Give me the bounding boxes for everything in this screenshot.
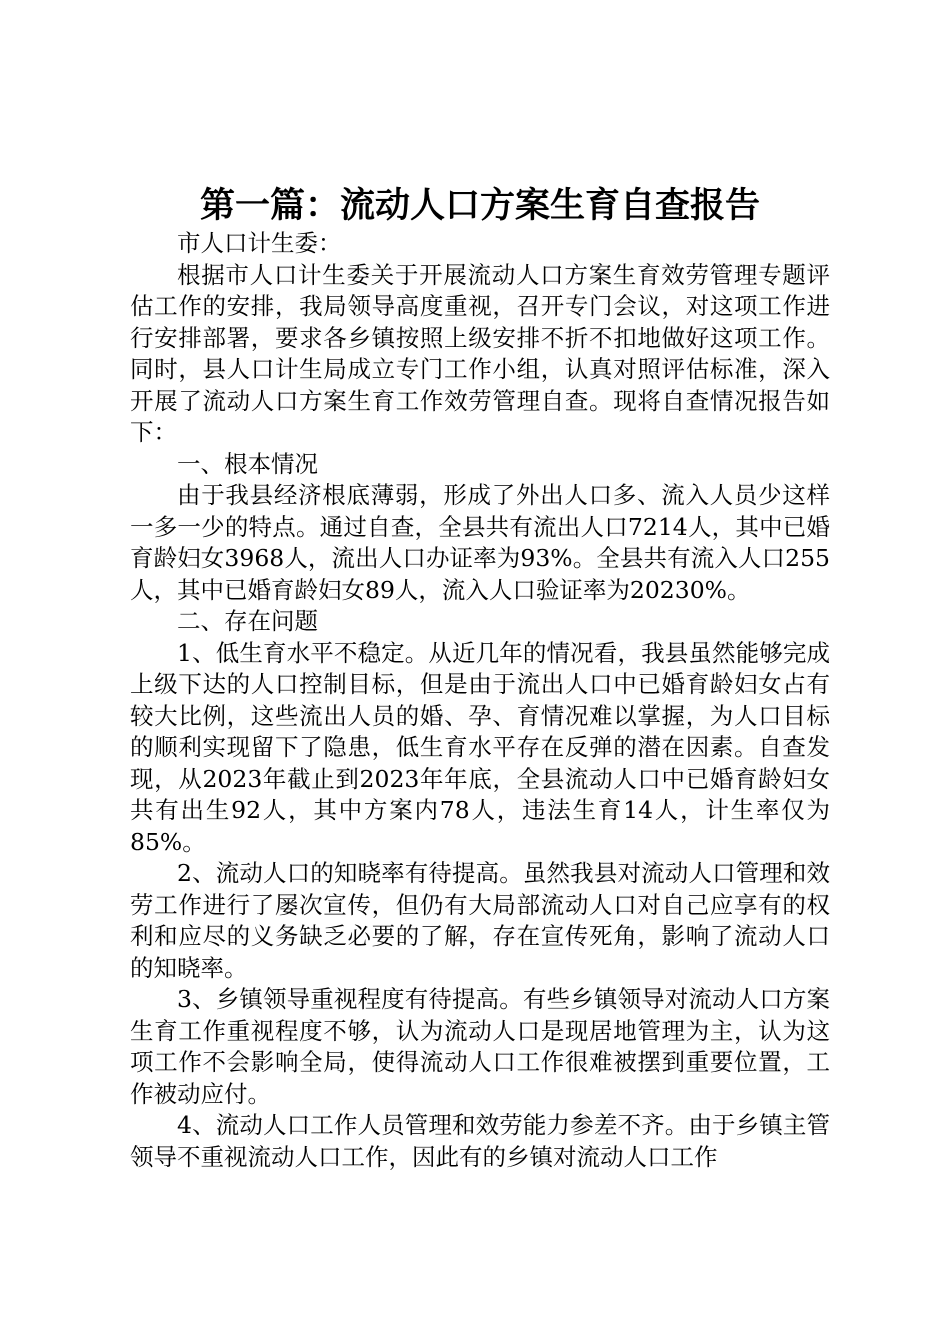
intro-paragraph: 根据市人口计生委关于开展流动人口方案生育效劳管理专题评估工作的安排，我局领导高度重视，召开专门会议，对这项工作进行安排部署，要求各乡镇按照上级安排不折不扣地做好这项工作。同时，县人口计生局成立专门工作小组，认真对照评估标准，深入开展了流动人口方案生育工作效劳管理自查。现将自查情况报告如下： — [130, 260, 830, 446]
section-heading-basic: 一、根本情况 — [177, 449, 318, 478]
problem-4-paragraph: 4、流动人口工作人员管理和效劳能力参差不齐。由于乡镇主管领导不重视流动人口工作，因此有的乡镇对流动人口工作 — [130, 1111, 830, 1171]
problem-3-paragraph: 3、乡镇领导重视程度有待提高。有些乡镇领导对流动人口方案生育工作重视程度不够，认为流动人口是现居地管理为主，认为这项工作不会影响全局，使得流动人口工作很难被摆到重要位置，工作被动应付。 — [130, 985, 830, 1108]
document-body — [130, 228, 830, 1173]
section-heading-problems: 二、存在问题 — [177, 607, 318, 635]
salutation: 市人口计生委： — [177, 229, 342, 257]
problem-1-paragraph: 1、低生育水平不稳定。从近几年的情况看，我县虽然能够完成上级下达的人口控制目标，但是由于流出人口中已婚育龄妇女占有较大比例，这些流出人员的婚、孕、育情况难以掌握，为人口目标的顺利实现留下了隐患，低生育水平存在反弹的潜在因素。自查发现，从2023年截止到2023年年底，全县流动人口中已婚育龄妇女共有出生92人，其中方案内78人，违法生育14人，计生率仅为85%。 — [130, 638, 830, 856]
problem-2-paragraph: 2、流动人口的知晓率有待提高。虽然我县对流动人口管理和效劳工作进行了屡次宣传，但仍有大局部流动人口对自己应享有的权利和应尽的义务缺乏必要的了解，存在宣传死角，影响了流动人口的知晓率。 — [130, 859, 830, 982]
document-title: 第一篇：流动人口方案生育自查报告 — [199, 186, 760, 226]
basic-situation-paragraph: 由于我县经济根底薄弱，形成了外出人口多、流入人员少这样一多一少的特点。通过自查，全县共有流出人口7214人，其中已婚育龄妇女3968人，流出人口办证率为93%。全县共有流入人口255人，其中已婚育龄妇女89人，流入人口验证率为20230%。 — [130, 481, 830, 604]
